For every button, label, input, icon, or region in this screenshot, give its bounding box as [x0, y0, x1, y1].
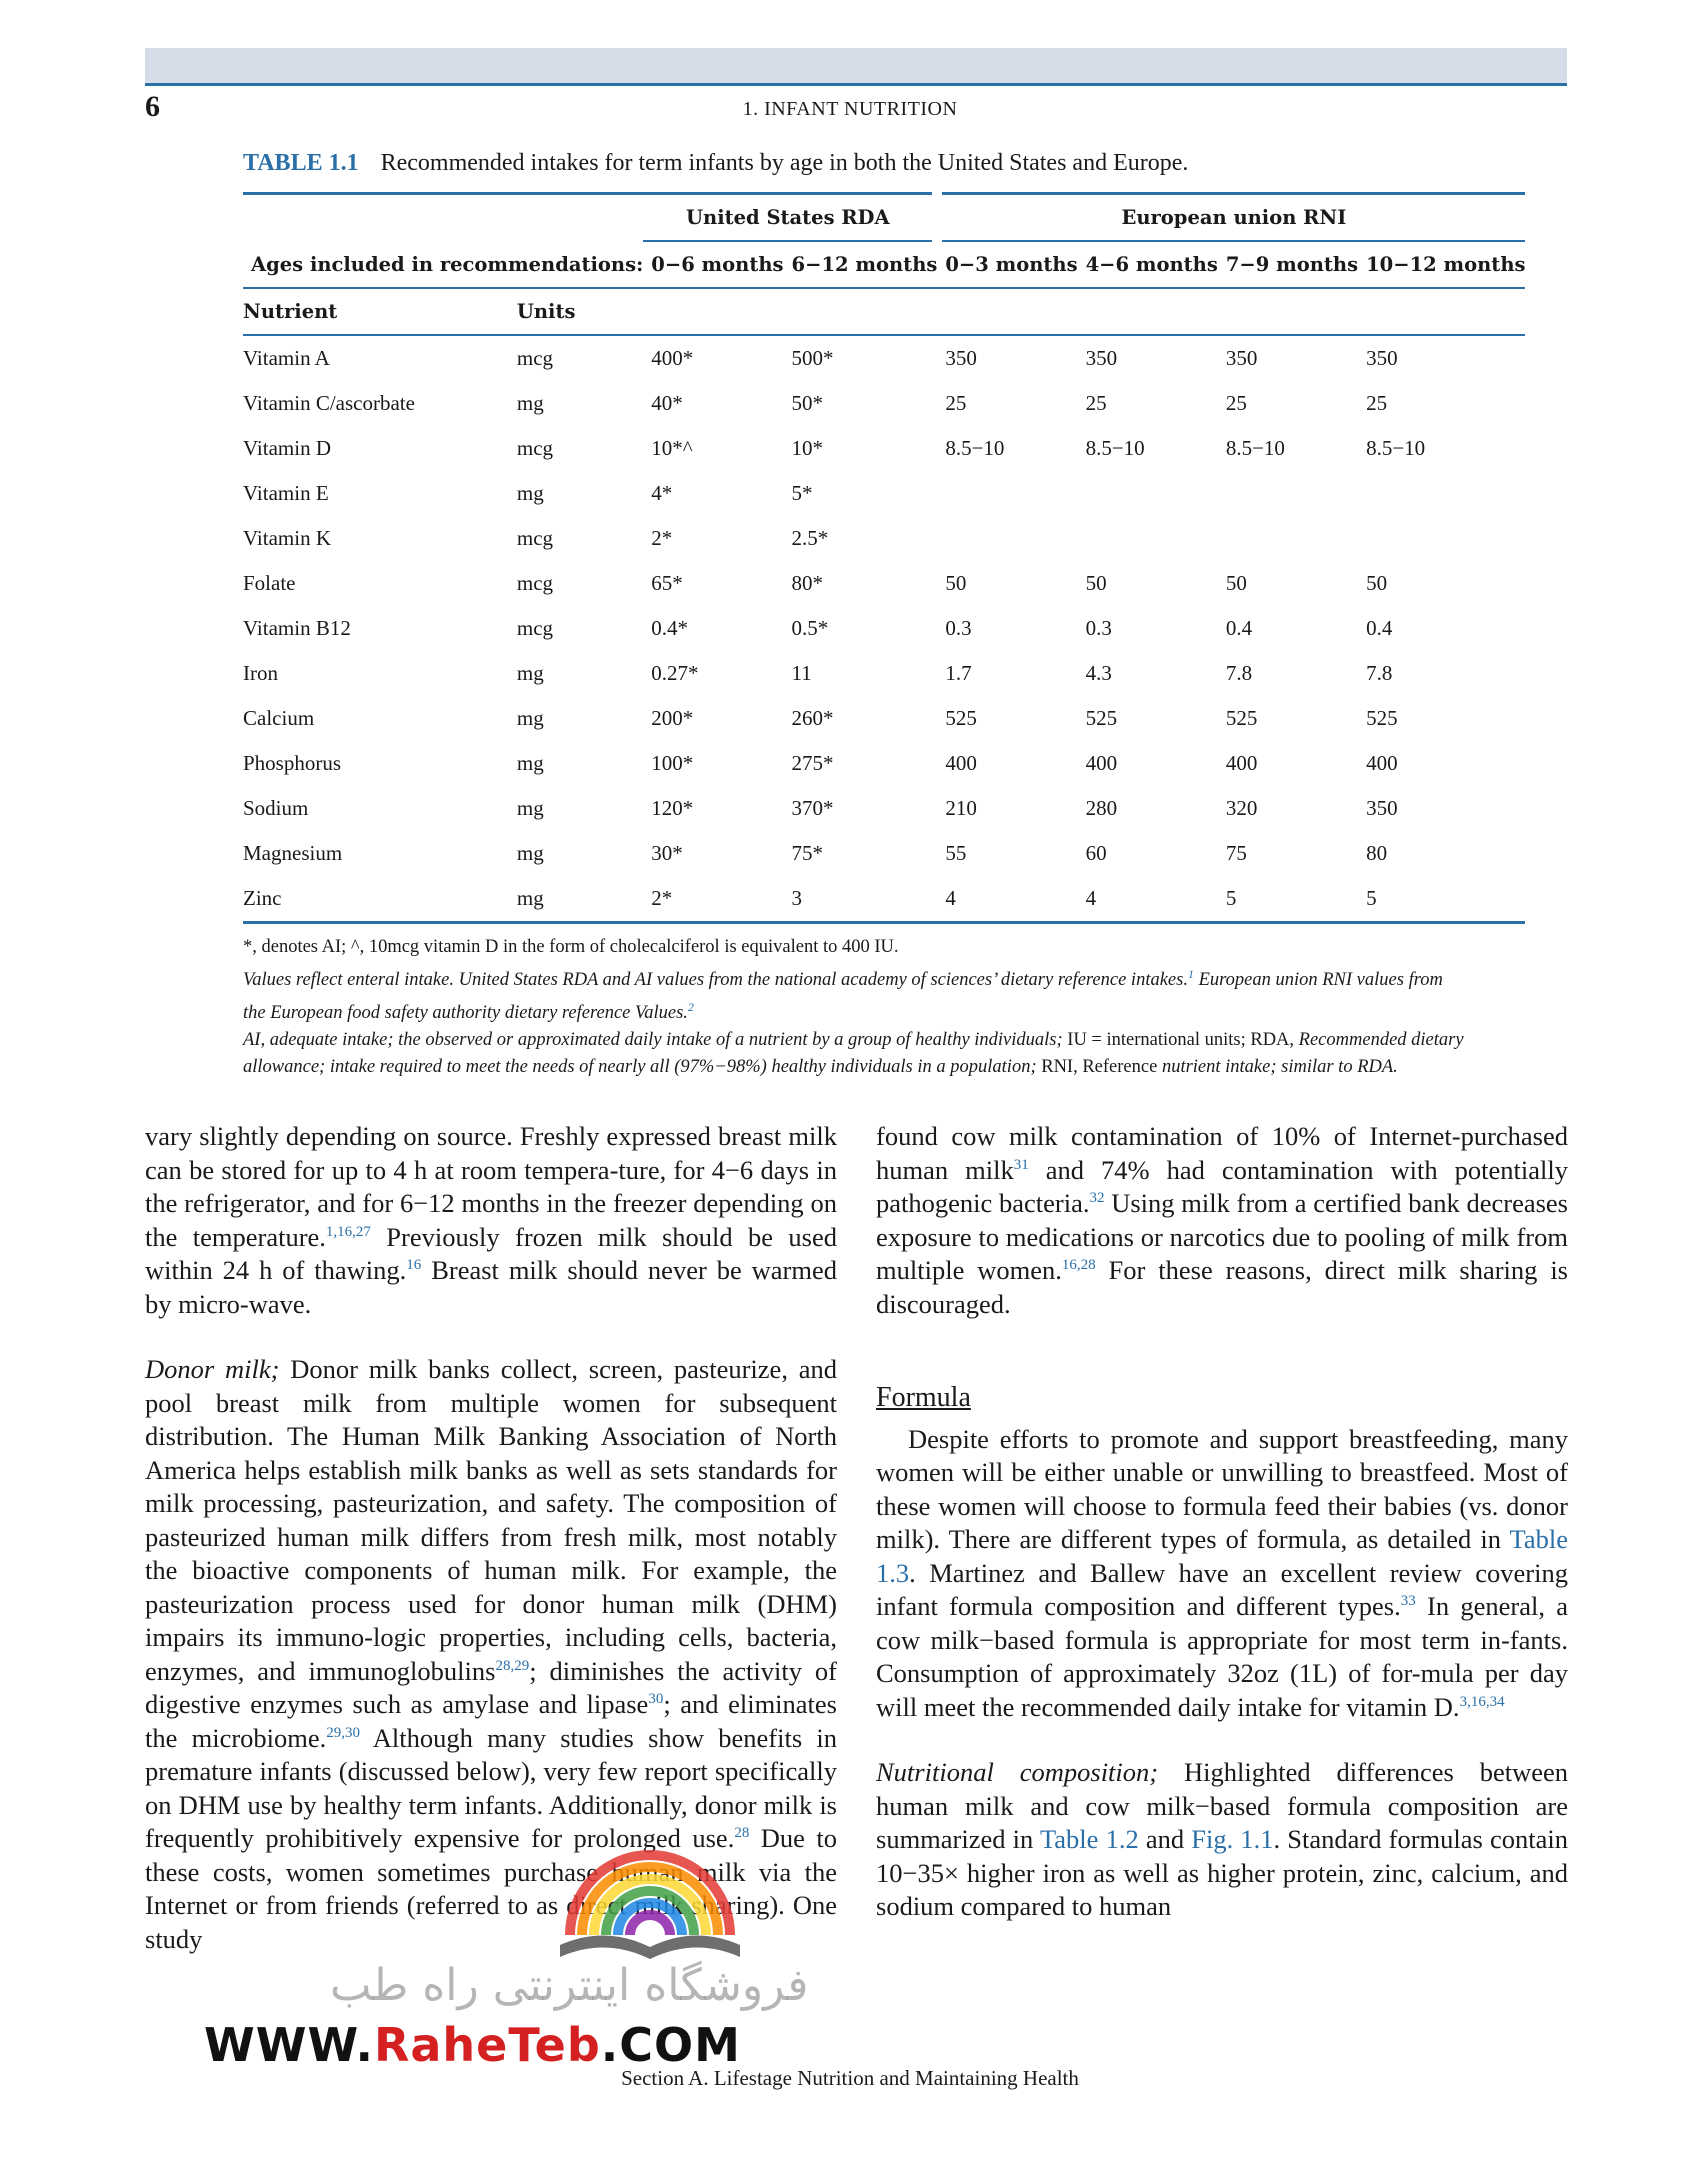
nutrient-column-header: Nutrient [243, 300, 338, 323]
intake-value-cell: 370* [791, 796, 834, 820]
intake-value-cell: 350 [1366, 346, 1398, 370]
table-label: TABLE 1.1 [243, 150, 359, 176]
intake-value-cell: 350 [1085, 346, 1118, 370]
table-row [243, 516, 1525, 561]
units-cell: mg [516, 886, 544, 910]
intake-value-cell: 200* [651, 706, 694, 730]
units-cell: mcg [516, 571, 554, 595]
nutrient-name-cell: Vitamin E [243, 481, 329, 505]
intake-value-cell: 0.4 [1225, 616, 1253, 640]
nutrient-name-cell: Vitamin A [243, 346, 330, 370]
table-row [243, 741, 1525, 786]
intake-value-cell: 11 [791, 661, 812, 685]
intake-value-cell: 5 [1225, 886, 1237, 910]
intake-value-cell: 60 [1085, 841, 1107, 865]
intake-value-cell: 0.5* [791, 616, 829, 640]
contamination-paragraph: found cow milk contamination of 10% of Internet-purchased human milk$^{31}$ and 74% had contamination with potentially pathogenic bacteria.$^{32}$ Using milk from a certified bank decreases exposure to medications or narcotics due to pooling of milk from multiple women.$^{16,28}$ For these reasons, direct milk sharing is discouraged. [876, 1121, 1568, 1319]
citation[interactable]: 33 [1400, 1593, 1416, 1610]
intake-value-cell: 2* [651, 886, 673, 910]
age-column-header: 0−6 months [651, 253, 784, 276]
intake-value-cell: 400 [1085, 751, 1118, 775]
nutrient-name-cell: Vitamin C/ascorbate [243, 391, 415, 415]
nutritional-composition-paragraph: Nutritional composition; Highlighted differences between human milk and cow milk−based formula composition are summarized in Table 1.2 and Fig. 1.1. Standard formulas contain 10−35× higher iron as well as higher protein, zinc, calcium, and sodium compared to human [876, 1757, 1568, 1921]
intake-value-cell: 30* [651, 841, 683, 865]
nutrient-name-cell: Folate [243, 571, 296, 595]
nutrient-name-cell: Magnesium [243, 841, 343, 865]
intake-value-cell: 75* [791, 841, 824, 865]
table-link[interactable]: Table 1.3 [876, 1524, 1568, 1588]
intake-value-cell: 10*^ [651, 436, 693, 460]
intake-value-cell: 525 [1085, 706, 1118, 730]
units-cell: mg [516, 661, 544, 685]
table-row [243, 381, 1525, 426]
ages-label: Ages included in recommendations: [251, 252, 644, 276]
intake-value-cell: 50 [1366, 571, 1388, 595]
intake-value-cell: 7.8 [1225, 661, 1253, 685]
intake-value-cell: 50 [1085, 571, 1107, 595]
table-row [243, 831, 1525, 876]
intake-value-cell: 400 [1366, 751, 1398, 775]
table-caption [243, 150, 1188, 177]
intake-value-cell: 260* [791, 706, 834, 730]
intake-value-cell: 400 [1225, 751, 1258, 775]
intake-value-cell: 25 [945, 391, 967, 415]
intake-value-cell: 350 [1225, 346, 1258, 370]
intake-value-cell: 25 [1085, 391, 1107, 415]
intake-value-cell: 50* [791, 391, 824, 415]
intake-value-cell: 65* [651, 571, 683, 595]
intake-value-cell: 4 [945, 886, 956, 910]
intake-value-cell [1078, 516, 1218, 561]
intake-value-cell: 0.27* [651, 661, 699, 685]
intake-value-cell: 350 [1366, 796, 1398, 820]
nutrient-name-cell: Zinc [243, 886, 282, 910]
storage-paragraph: vary slightly depending on source. Freshly expressed breast milk can be stored for up to 4 h at room tempera-ture, for 4−6 days in the refrigerator, and for 6−12 months in the freezer depending on the temperature.$^{1,16,27}$ Previously frozen milk should be used within 24 h of thawing.$^{16}$ Breast milk should never be warmed by micro-wave. [145, 1121, 837, 1319]
table-footnotes [243, 934, 1469, 1081]
intake-value-cell: 4 [1085, 886, 1097, 910]
table-caption-text: Recommended intakes for term infants by age in both the United States and Europe. [380, 150, 1189, 176]
nutrient-name-cell: Phosphorus [243, 751, 342, 775]
units-cell: mg [516, 481, 544, 505]
intake-value-cell: 500* [791, 346, 834, 370]
intake-value-cell: 55 [945, 841, 967, 865]
intake-value-cell: 0.3 [1085, 616, 1112, 640]
intake-value-cell: 280 [1085, 796, 1118, 820]
table-row [243, 561, 1525, 606]
intake-value-cell: 1.7 [945, 661, 972, 685]
units-column-header: Units [516, 300, 576, 323]
intake-value-cell: 8.5−10 [945, 436, 1005, 460]
group-header-eu: European union RNI [937, 194, 1525, 242]
intake-value-cell: 25 [1225, 391, 1247, 415]
intake-value-cell: 400 [945, 751, 977, 775]
intake-value-cell: 8.5−10 [1225, 436, 1285, 460]
intake-value-cell: 100* [651, 751, 694, 775]
nutrient-name-cell: Vitamin B12 [243, 616, 351, 640]
table-row [243, 651, 1525, 696]
intake-value-cell: 8.5−10 [1366, 436, 1426, 460]
intake-value-cell: 0.4 [1366, 616, 1393, 640]
intake-value-cell: 3 [791, 886, 803, 910]
citation[interactable]: 16,28 [1061, 1257, 1096, 1274]
intake-value-cell [1358, 471, 1525, 516]
intake-value-cell [1218, 516, 1358, 561]
intake-value-cell: 120* [651, 796, 694, 820]
table-row [243, 786, 1525, 831]
intake-value-cell: 525 [945, 706, 977, 730]
page-number: 6 [145, 90, 160, 123]
intake-value-cell: 400* [651, 346, 694, 370]
age-column-header: 6−12 months [791, 253, 938, 276]
formula-paragraph: Despite efforts to promote and support breastfeeding, many women will be either unable or unwilling to breastfeed. Most of these women will choose to formula feed their babies (vs. donor milk). There are different types of formula, as detailed in Table 1.3. Martinez and Ballew have an excellent review covering infant formula composition and different types.$^{33}$ In general, a cow milk−based formula is appropriate for most term in-fants. Consumption of approximately 32oz (1L) of for-mula per day will meet the recommended daily intake for vitamin D.$^{3,16,34}$ [876, 1423, 1569, 1722]
units-cell: mg [516, 796, 544, 820]
intake-value-cell [1218, 471, 1358, 516]
citation[interactable]: 2 [687, 1000, 694, 1015]
nutrient-name-cell: Vitamin K [243, 526, 331, 550]
intake-value-cell: 275* [791, 751, 834, 775]
citation[interactable]: 28,29 [495, 1657, 530, 1674]
units-cell: mg [516, 706, 544, 730]
intake-value-cell [937, 471, 1077, 516]
citation[interactable]: 32 [1089, 1190, 1105, 1207]
units-cell: mg [516, 391, 544, 415]
nutrient-name-cell: Iron [243, 661, 278, 685]
donor-milk-paragraph: Donor milk; Donor milk banks collect, screen, pasteurize, and pool breast milk from multiple women for subsequent distribution. The Human Milk Banking Association of North America helps establish milk banks as well as sets standards for milk processing, pasteurization, and safety. The composition of pasteurized human milk differs from fresh milk, most notably the bioactive components of human milk. For example, the pasteurization process used for donor human milk (DHM) impairs its immuno-logic properties, including cells, bacteria, enzymes, and immunoglobulins$^{28,29}$; diminishes the activity of digestive enzymes such as amylase and lipase$^{30}$; and eliminates the microbiome.$^{29,30}$ Although many studies show benefits in premature infants (discussed below), very few report specifically on DHM use by healthy term infants. Additionally, donor milk is frequently prohibitively expensive for prolonged use.$^{28}$ Due to these costs, women sometimes purchase human milk via the Internet or from friends (referred to as direct milk sharing). One study [145, 1354, 837, 1954]
formula-heading: Formula [876, 1382, 971, 1413]
table-row [243, 696, 1525, 741]
nutritional-composition-title: Nutritional composition; [876, 1757, 1159, 1787]
age-column-header: 7−9 months [1225, 253, 1359, 276]
age-column-header: 10−12 months [1366, 253, 1526, 276]
citation[interactable]: 30 [648, 1691, 664, 1708]
citation[interactable]: 16 [406, 1257, 422, 1274]
table-row [243, 335, 1525, 381]
nutrient-name-cell: Vitamin D [243, 436, 331, 460]
intake-value-cell: 25 [1366, 391, 1388, 415]
page-footer: Section A. Lifestage Nutrition and Maintaining Health [621, 2066, 1079, 2090]
figure-link[interactable]: Fig. 1.1 [1191, 1824, 1274, 1854]
intake-value-cell: 525 [1366, 706, 1398, 730]
intake-value-cell: 50 [1225, 571, 1247, 595]
intake-value-cell: 75 [1225, 841, 1247, 865]
table-row [243, 876, 1525, 923]
units-cell: mcg [516, 346, 554, 370]
intake-value-cell: 0.3 [945, 616, 972, 640]
donor-milk-title: Donor milk; [145, 1354, 280, 1384]
intake-value-cell: 525 [1225, 706, 1258, 730]
top-color-band [145, 48, 1567, 86]
units-cell: mg [516, 751, 544, 775]
intake-value-cell: 8.5−10 [1085, 436, 1145, 460]
intake-value-cell [1078, 471, 1218, 516]
nutrient-table [243, 192, 1525, 924]
intake-value-cell: 210 [945, 796, 977, 820]
citation[interactable]: 29,30 [326, 1724, 361, 1741]
intake-value-cell: 4.3 [1085, 661, 1112, 685]
footnote-ai: *, denotes AI; ^, 10mcg vitamin D in the form of cholecalciferol is equivalent to 400 IU. [243, 937, 899, 957]
intake-value-cell: 80* [791, 571, 824, 595]
intake-value-cell: 350 [945, 346, 977, 370]
intake-value-cell: 4* [651, 481, 673, 505]
intake-value-cell: 50 [945, 571, 967, 595]
citation[interactable]: 1,16,27 [325, 1223, 371, 1240]
intake-value-cell: 0.4* [651, 616, 689, 640]
citation[interactable]: 28 [734, 1825, 750, 1842]
running-head: 1. INFANT NUTRITION [742, 98, 958, 120]
units-cell: mcg [516, 526, 554, 550]
units-cell: mcg [516, 616, 554, 640]
table-row [243, 426, 1525, 471]
intake-value-cell: 2* [651, 526, 673, 550]
intake-value-cell: 80 [1366, 841, 1388, 865]
left-text-column [145, 1120, 837, 1956]
group-header-us: United States RDA [643, 194, 937, 242]
watermark-persian-text: فروشگاه اینترنتی راه طب [330, 1960, 809, 2011]
nutrient-name-cell: Calcium [243, 706, 315, 730]
intake-value-cell: 10* [791, 436, 824, 460]
table-link[interactable]: Table 1.2 [1039, 1824, 1139, 1854]
nutrient-name-cell: Sodium [243, 796, 309, 820]
units-cell: mg [516, 841, 544, 865]
right-text-column [876, 1120, 1568, 1924]
table-row [243, 606, 1525, 651]
table-row [243, 471, 1525, 516]
age-column-header: 4−6 months [1085, 253, 1218, 276]
intake-value-cell: 2.5* [791, 526, 829, 550]
units-cell: mcg [516, 436, 554, 460]
intake-value-cell: 40* [651, 391, 683, 415]
intake-value-cell: 5 [1366, 886, 1377, 910]
age-column-header: 0−3 months [945, 253, 1078, 276]
footnote-sources: Values reflect enteral intake. United States RDA and AI values from the national academy of sciences’ dietary reference intakes.$^1$ European union RNI values from the European food safety authority dietary reference Values.$^2$ [243, 967, 1443, 1024]
intake-value-cell [937, 516, 1077, 561]
intake-value-cell: 320 [1225, 796, 1258, 820]
citation[interactable]: 31 [1013, 1156, 1029, 1173]
citation[interactable]: 1 [1187, 967, 1194, 981]
intake-value-cell [1358, 516, 1525, 561]
citation[interactable]: 3,16,34 [1459, 1693, 1505, 1710]
intake-value-cell: 5* [791, 481, 813, 505]
intake-value-cell: 7.8 [1366, 661, 1393, 685]
watermark-url: WWW.RaheTeb.COM [204, 2018, 741, 2072]
footnote-abbreviations: AI, adequate intake; the observed or approximated daily intake of a nutrient by a group of healthy individuals; IU = international units; RDA, Recommended dietary allowance; intake required to meet the needs of nearly all (97%−98%) healthy individuals in a population; RNI, Reference nutrient intake; similar to RDA. [243, 1030, 1464, 1078]
